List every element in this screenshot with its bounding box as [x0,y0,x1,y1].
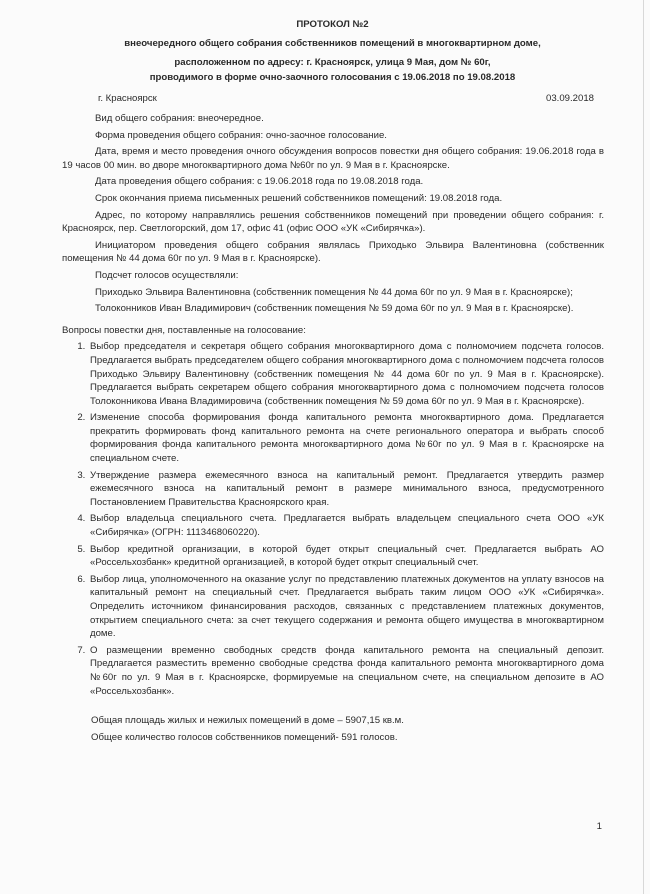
agenda-list [62,340,604,698]
page-edge [643,0,644,894]
protocol-subtitle-line3: проводимого в форме очно-заочного голосования с 19.06.2018 по 19.08.2018 [149,72,516,83]
meeting-type: Вид общего собрания: внеочередное. [95,113,264,124]
agenda-item [88,469,604,510]
page-number: 1 [596,821,602,832]
agenda-item [88,411,604,465]
meeting-form: Форма проведения общего собрания: очно-заочное голосование. [95,129,387,141]
agenda-item-text: Выбор кредитной организации, в которой будет открыт специальный счет. Предлагается выбрать АО «Россельхозбанк» кредитной организацией, в которой будет открыт специальный счет. [90,543,604,569]
agenda-item-text: Выбор лица, уполномоченного на оказание услуг по представлению платежных документов на уплату взносов на капитальный ремонт на специальный счет. Предлагается выбрать таким лицом ООО «УК «Сибирячка». Определить источником финансирования расходов, связанных с представлением платежных документов, открытием специального счета: за счет текущего содержания и ремонта общего имущества в многоквартирном доме. [90,573,604,640]
vote-counter-1: Приходько Эльвира Валентиновна (собственник помещения № 44 дома 60г по ул. 9 Мая в г. Красноярске); [95,286,573,298]
document-body [62,112,604,747]
agenda-item [88,644,604,698]
protocol-subtitle-line2: расположенном по адресу: г. Красноярск, улица 9 Мая, дом № 60г, [174,57,491,68]
agenda-item-text: О размещении временно свободных средств фонда капитального ремонта на специальный депозит. Предлагается разместить временно свободные средства фонда капитального ремонта многоквартирного дома №60г по ул. 9 Мая в г. Красноярске, формируемые на специальном счете, на специальном депозите в АО «Россельхозбанк». [90,644,604,697]
agenda-item [88,512,604,539]
vote-counter-2: Толоконников Иван Владимирович (собственник помещения № 59 дома 60г по ул. 9 Мая в г. Красноярске). [95,303,574,315]
protocol-title: ПРОТОКОЛ №2 [296,19,369,30]
decision-address: Адрес, по которому направлялись решения собственников помещений при проведении общего собрания: г. Красноярск, пер. Светлогорский, дом 17, офис 41 (офис ООО «УК «Сибирячка»). [62,209,604,235]
meeting-dates: Дата проведения общего собрания: с 19.06.2018 года по 19.08.2018 года. [95,176,424,188]
agenda-item-text: Выбор владельца специального счета. Предлагается выбрать владельцем специального счета ООО «УК «Сибирячка» (ОГРН: 1113468060220). [90,513,604,539]
agenda-heading: Вопросы повестки дня, поставленные на голосование: [62,324,306,336]
total-votes: Общее количество голосов собственников помещений- 591 голосов. [91,731,398,743]
place: г. Красноярск [98,93,157,104]
agenda-item [88,573,604,641]
total-area: Общая площадь жилых и нежилых помещений в доме – 5907,15 кв.м. [91,715,404,727]
agenda-item-text: Выбор председателя и секретаря общего собрания многоквартирного дома с полномочием подсчета голосов. Предлагается выбрать председателем общего собрания многоквартирного дома с полномочием подсчета голосов Приходько Эльвиру Валентиновну (собственник помещения № 44 дома 60г по ул. 9 Мая в г. Красноярске). Предлагается выбрать секретарем общего собрания многоквартирного дома с полномочием подсчета голосов Толоконникова Ивана Владимировича (собственник помещения № 59 дома 60г по ул. 9 Мая в г. Красноярске). [90,341,604,407]
vote-counters-heading: Подсчет голосов осуществляли: [95,269,239,281]
agenda-item [88,340,604,408]
protocol-subtitle-line1: внеочередного общего собрания собственников помещений в многоквартирном доме, [124,38,541,49]
document-date: 03.09.2018 [545,93,594,104]
decision-deadline: Срок окончания приема письменных решений собственников помещений: 19.08.2018 года. [95,192,503,204]
agenda-item-text: Изменение способа формирования фонда капитального ремонта многоквартирного дома. Предлагается прекратить формировать фонд капитального ремонта на счете регионального оператора и выбрать способ формирования фонда капитального ремонта многоквартирного дома №60г по ул. 9 Мая в г. Красноярске на специальном счете. [90,412,604,465]
initiator: Инициатором проведения общего собрания являлась Приходько Эльвира Валентиновна (собственник помещения № 44 дома 60г по ул. 9 Мая в г. Красноярске). [62,239,604,265]
agenda-item-text: Утверждение размера ежемесячного взноса на капитальный ремонт. Предлагается утвердить размер ежемесячного взноса на капитальный ремонт в размере минимального взноса, предусмотренного Постановлением Правительства Красноярского края. [90,469,604,508]
agenda-item [88,543,604,570]
meeting-time-place: Дата, время и место проведения очного обсуждения вопросов повестки дня общего собрания: 19.06.2018 года в 19 часов 00 мин. во дворе многоквартирного дома №60г по ул. 9 Мая в г. Красноярске. [62,146,604,171]
